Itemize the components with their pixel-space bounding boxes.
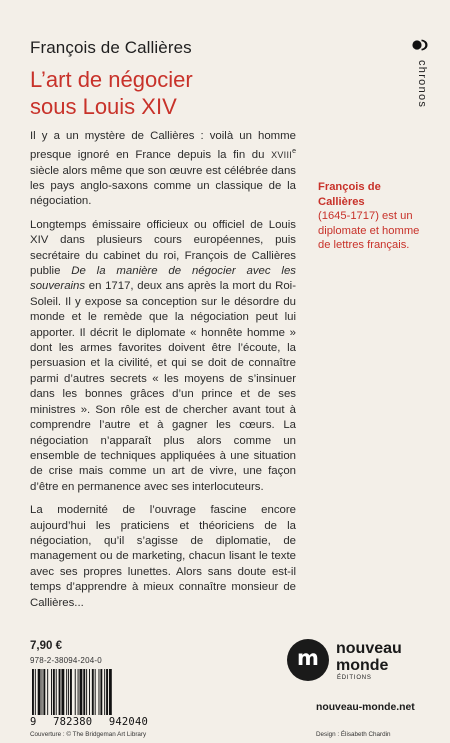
century-numeral: XVIII bbox=[271, 150, 293, 161]
blurb-text: siècle alors même que son œuvre est célébrée dans les pays anglo-saxons comme un classique de la négociation. bbox=[30, 164, 296, 208]
design-credit: Design : Élisabeth Chardin bbox=[316, 731, 391, 738]
publisher-name-line-1: nouveau bbox=[336, 640, 402, 657]
price: 7,90 € bbox=[30, 640, 62, 652]
cover-credit: Couverture : © The Bridgeman Art Library bbox=[30, 731, 147, 738]
barcode-digit-first: 9 bbox=[30, 716, 37, 728]
publisher-name bbox=[336, 640, 402, 674]
barcode-digits-left: 782380 bbox=[53, 716, 93, 728]
chronos-logo-icon bbox=[412, 38, 428, 52]
barcode-digits-right: 942040 bbox=[108, 716, 148, 728]
collection-brand bbox=[412, 38, 428, 138]
publisher-name-line-2: monde bbox=[336, 657, 389, 674]
author-bio-sidebar bbox=[318, 180, 430, 253]
blurb-text: Il y a un mystère de Callières : voilà un homme presque ignoré en France depuis la fin du bbox=[30, 130, 296, 162]
blurb-paragraph-3: La modernité de l’ouvrage fascine encore aujourd’hui les praticiens et théoriciens de la négociation, qu’il s’agisse de diplomatie, de management ou de marketing, chacun lisant le texte avec ses propres lunettes. Alors sans doute est-il temps d’apprendre à mieux connaître monsieur de Callières... bbox=[30, 504, 296, 609]
isbn: 978-2-38094-204-0 bbox=[30, 656, 102, 665]
publisher-url[interactable]: nouveau-monde.net bbox=[316, 702, 415, 713]
author-name: François de Callières bbox=[30, 38, 192, 57]
barcode-icon bbox=[30, 669, 150, 717]
publisher-logo bbox=[287, 639, 329, 681]
century-superscript: e bbox=[292, 148, 296, 156]
blurb-paragraph-1 bbox=[30, 129, 296, 210]
title-line-1: L’art de négocier bbox=[30, 67, 193, 92]
book-reference: De la manière de négocier avec les souverains bbox=[30, 265, 296, 293]
blurb-text: Longtemps émissaire officieux ou officiel de Louis XIV dans plusieurs cours européennes, puis secrétaire du cabinet du roi, François de Callières publie bbox=[30, 218, 296, 278]
publisher-logo-letter: m bbox=[297, 646, 319, 670]
publisher-editions: ÉDITIONS bbox=[337, 675, 372, 681]
barcode-digits bbox=[30, 716, 148, 728]
collection-name: chronos bbox=[416, 60, 428, 109]
blurb-paragraph-2 bbox=[30, 218, 296, 495]
book-title bbox=[30, 66, 360, 120]
blurb-text: en 1717, deux ans après la mort du Roi-Soleil. Il y expose sa conception sur le désordre du monde et le remède que la négociation peut lui apporter. Il décrit le diplomate « honnête homme » dont les armes favorites doivent être l’écoute, la persuasion et la civilité, et qui se doit de connaître parmi d’autres secrets « les moyens de s’insinuer dans les bonnes grâces d’un prince et de ses ministres ». Son rôle est de chercher avant tout à comprendre l’autre et à gagner les cœurs. La négociation n’apparaît plus alors comme un ensemble de techniques appliquées à une situation de crise mais comme un art de vivre, une façon d’être en permanence avec ses interlocuteurs. bbox=[30, 280, 296, 493]
blurb bbox=[30, 129, 296, 619]
title-line-2: sous Louis XIV bbox=[30, 94, 177, 119]
sidebar-author-name: François de Callières bbox=[318, 181, 381, 208]
sidebar-bio: (1645-1717) est un diplomate et homme de lettres français. bbox=[318, 210, 420, 252]
